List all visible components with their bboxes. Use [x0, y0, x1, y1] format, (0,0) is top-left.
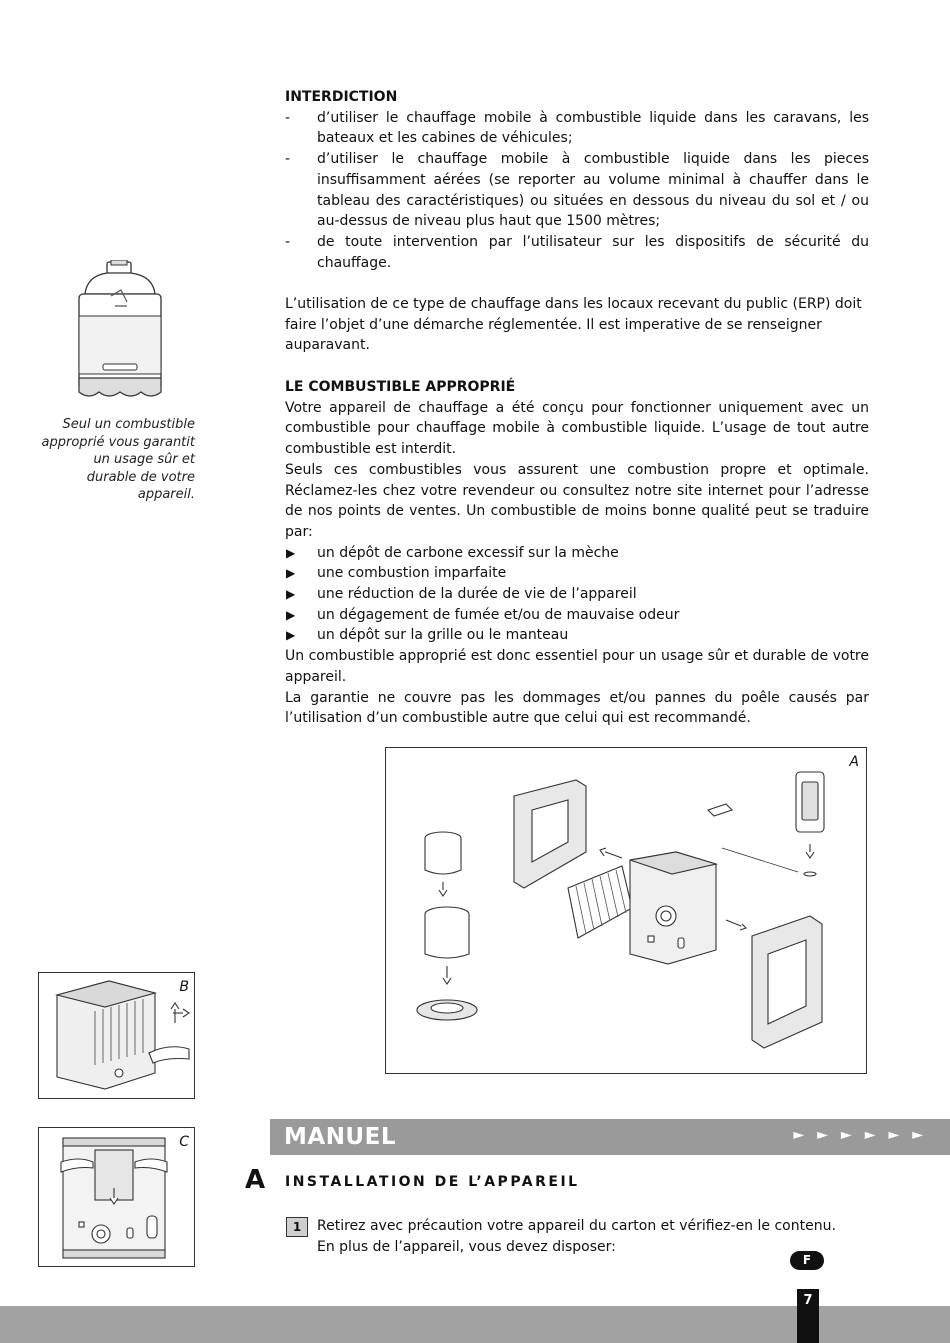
- step-line: En plus de l’appareil, vous devez disposer:: [317, 1238, 616, 1255]
- figure-b-illustration: [38, 972, 195, 1099]
- heater-tank-removal-drawing: [39, 1128, 194, 1266]
- figure-b-label: B: [179, 979, 189, 995]
- list-item: ▶ un dépôt de carbone excessif sur la mèche: [285, 543, 869, 564]
- bullet-arrow-icon: ▶: [286, 607, 296, 622]
- interdiction-item: - de toute intervention par l’utilisateur sur les dispositifs de sécurité du chauffage.: [285, 233, 869, 271]
- step-number-badge: 1: [286, 1217, 308, 1237]
- bullet-arrow-icon: ▶: [286, 628, 296, 643]
- exploded-heater-drawing: [386, 748, 866, 1073]
- combustible-heading: LE COMBUSTIBLE APPROPRIÉ: [285, 379, 516, 395]
- figure-c-illustration: [38, 1127, 195, 1267]
- combustible-section: [285, 377, 869, 729]
- bullet-arrow-icon: ▶: [286, 545, 296, 560]
- page-number: 7: [797, 1289, 819, 1343]
- bullet-arrow-icon: ▶: [286, 566, 296, 581]
- step-line: Retirez avec précaution votre appareil du carton et vérifiez-en le contenu.: [317, 1218, 836, 1234]
- combustible-paragraph: Seuls ces combustibles vous assurent une combustion propre et optimale. Réclamez-les chez votre revendeur ou consultez notre site internet pour l’adresse de nos points de ventes. Un combustible de moins bonne qualité peut se traduire par:: [285, 461, 869, 540]
- list-item: ▶ une réduction de la durée de vie de l’appareil: [285, 584, 869, 605]
- section-arrows-icon: ►►►►►►: [793, 1127, 936, 1143]
- combustible-paragraph: Votre appareil de chauffage a été conçu pour fonctionner uniquement avec un combustible pour chauffage mobile à combustible liquide. L’usage de tout autre combustible est interdit.: [285, 399, 869, 458]
- section-title: INSTALLATION DE L’APPAREIL: [285, 1174, 580, 1190]
- manuel-title: MANUEL: [284, 1124, 396, 1150]
- interdiction-heading: INTERDICTION: [285, 89, 398, 105]
- bullet-arrow-icon: ▶: [286, 587, 296, 602]
- interdiction-item: - d’utiliser le chauffage mobile à combustible liquide dans les pieces insuffisamment aérées (se reporter au volume minimal à chauffer dans le tableau des caractéristiques) ou situées en dessous du niveau du sol et / ou au-dessus de niveau plus haut que 1500 mètres;: [285, 151, 869, 230]
- language-badge: F: [790, 1251, 824, 1270]
- manuel-section-bar: [270, 1119, 950, 1155]
- list-item: ▶ une combustion imparfaite: [285, 563, 869, 584]
- figure-a-exploded-view: [385, 747, 867, 1074]
- interdiction-item: - d’utiliser le chauffage mobile à combustible liquide dans les caravans, les bateaux et les cabines de véhicules;: [285, 109, 869, 147]
- combustible-paragraph: La garantie ne couvre pas les dommages et/ou pannes du poêle causés par l’utilisation d’un combustible autre que celui qui est recommandé.: [285, 689, 869, 727]
- fuel-canister-illustration: [75, 260, 165, 402]
- interdiction-section: [285, 87, 869, 273]
- step-text: [317, 1216, 877, 1257]
- list-item: ▶ un dépôt sur la grille ou le manteau: [285, 625, 869, 646]
- fuel-caption: Seul un combustible approprié vous garantit un usage sûr et durable de votre appareil.: [41, 417, 195, 502]
- erp-paragraph: L’utilisation de ce type de chauffage dans les locaux recevant du public (ERP) doit faire l’objet d’une démarche réglementée. Il est imperative de se renseigner auparavant.: [285, 296, 862, 354]
- list-item: ▶ un dégagement de fumée et/ou de mauvaise odeur: [285, 605, 869, 626]
- figure-c-label: C: [179, 1134, 189, 1150]
- heater-grille-removal-drawing: [39, 973, 194, 1098]
- figure-a-label: A: [849, 754, 859, 770]
- combustible-paragraph: Un combustible approprié est donc essentiel pour un usage sûr et durable de votre appareil.: [285, 648, 869, 685]
- section-letter: A: [245, 1165, 266, 1195]
